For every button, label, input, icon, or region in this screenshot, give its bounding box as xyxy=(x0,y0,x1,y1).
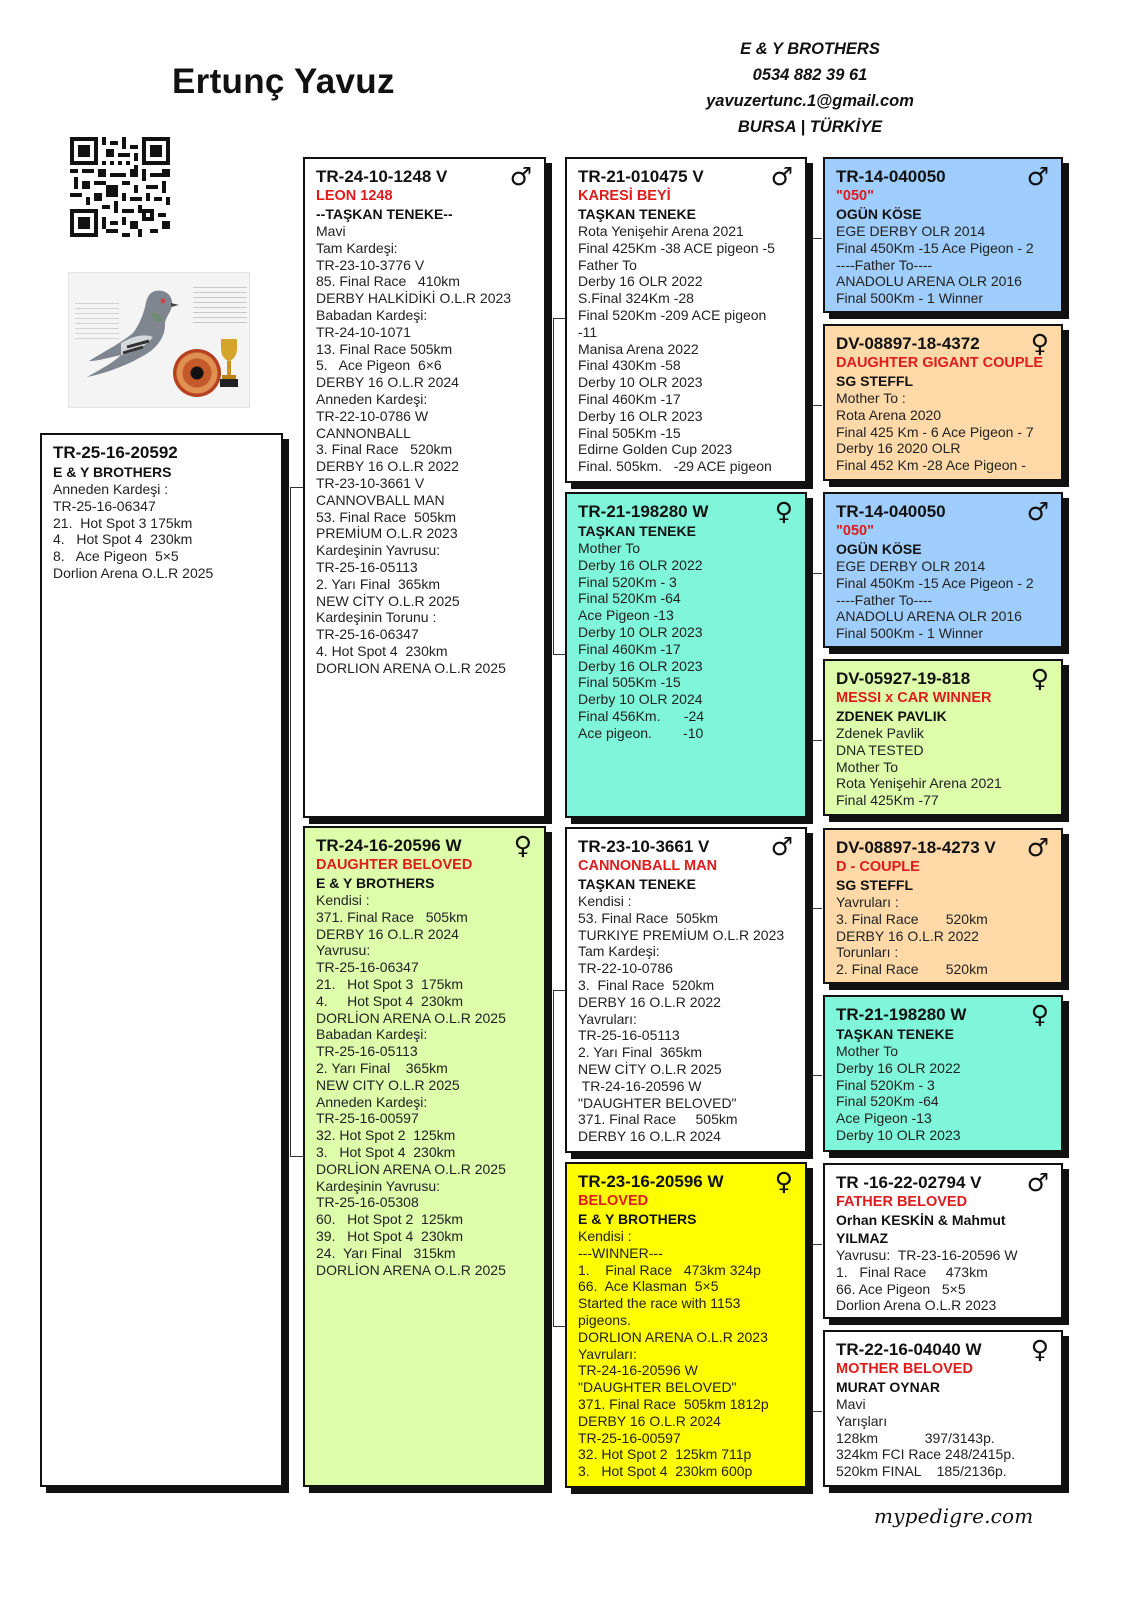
footer-brand[interactable]: mypedigre.com xyxy=(874,1504,1034,1528)
dam-sire-nickname: CANNONBALL MAN xyxy=(578,858,718,874)
dam-nickname: DAUGHTER BELOVED xyxy=(316,857,473,873)
sire-breeder: --TAŞKAN TENEKE-- xyxy=(316,206,453,222)
connector-line xyxy=(812,908,822,1076)
sire-nickname: LEON 1248 xyxy=(316,188,393,204)
dam-sire-details: Kendisi : 53. Final Race 505km TURKIYE PREMİUM O.L.R 2023 Tam Kardeşi: TR-22-10-0786 3. Final Race 520km DERBY 16 O.L.R 2022 Yavruları: TR-25-16-05113 2. Yarı Final 365km NEW CİTY O.L.R 2025 TR-24-16-20596 W "DAUGHTER BELOVED" 371. Final Race 505km DERBY 16 O.L.R 2024 xyxy=(578,893,785,1145)
female-symbol-icon: ♀ xyxy=(1030,1335,1049,1364)
sire-dam-card[interactable] xyxy=(565,492,807,818)
gg5-nickname: D - COUPLE xyxy=(836,859,920,875)
gg1-ring: TR-14-040050 xyxy=(836,167,946,186)
gg7-details: Yavrusu: TR-23-16-20596 W 1. Final Race 473km 66. Ace Pigeon 5×5 Dorlion Arena O.L.R 2023 xyxy=(836,1247,1018,1314)
great-grandparent-card-2[interactable] xyxy=(823,324,1063,481)
sire-sire-ring: TR-21-010475 V xyxy=(578,167,704,186)
male-symbol-icon: ♂ xyxy=(770,162,793,191)
sire-sire-breeder: TAŞKAN TENEKE xyxy=(578,206,696,222)
male-symbol-icon: ♂ xyxy=(1026,497,1049,526)
sire-dam-details: Mother To Derby 16 OLR 2022 Final 520Km - 3 Final 520Km -64 Ace Pigeon -13 Derby 10 OLR 2023 Final 460Km -17 Derby 16 OLR 2023 Final 505Km -15 Derby 10 OLR 2024 Final 456Km. -24 Ace pigeon. -10 xyxy=(578,540,705,741)
gg2-breeder: SG STEFFL xyxy=(836,373,913,389)
qr-code[interactable] xyxy=(70,137,170,237)
female-symbol-icon: ♀ xyxy=(774,1167,793,1196)
dam-breeder: E & Y BROTHERS xyxy=(316,875,435,891)
gg2-nickname: DAUGHTER GIGANT COUPLE xyxy=(836,355,1044,371)
great-grandparent-card-5[interactable] xyxy=(823,828,1063,984)
connector-line xyxy=(812,573,822,741)
gg7-nickname: FATHER BELOVED xyxy=(836,1194,968,1210)
male-symbol-icon: ♂ xyxy=(770,832,793,861)
gg3-nickname: "050" xyxy=(836,523,874,539)
female-symbol-icon: ♀ xyxy=(1030,329,1049,358)
photo-caption-text xyxy=(193,287,247,327)
connector-line xyxy=(553,990,565,1327)
gg1-details: EGE DERBY OLR 2014 Final 450Km -15 Ace Pigeon - 2 ----Father To---- ANADOLU ARENA OLR 2016 Final 500Km - 1 Winner xyxy=(836,223,1034,307)
female-symbol-icon: ♀ xyxy=(513,831,532,860)
pigeon-photo xyxy=(68,272,250,408)
male-symbol-icon: ♂ xyxy=(1026,833,1049,862)
great-grandparent-card-7[interactable] xyxy=(823,1163,1063,1319)
dam-sire-ring: TR-23-10-3661 V xyxy=(578,837,710,856)
dam-details: Kendisi : 371. Final Race 505km DERBY 16 O.L.R 2024 Yavrusu: TR-25-16-06347 21. Hot Spot 3 175km 4. Hot Spot 4 230km DORLİON ARENA O.L.R 2025 Babadan Kardeşi: TR-25-16-05113 2. Yarı Final 365km NEW CITY O.L.R 2025 Anneden Kardeşi: TR-25-16-00597 32. Hot Spot 2 125km 3. Hot Spot 4 230km DORLİON ARENA O.L.R 2025 Kardeşinin Yavrusu: TR-25-16-05308 60. Hot Spot 2 125km 39. Hot Spot 4 230km 24. Yarı Final 315km DORLİON ARENA O.L.R 2025 xyxy=(316,892,506,1278)
connector-line xyxy=(553,318,565,655)
sire-sire-nickname: KARESİ BEYİ xyxy=(578,188,671,204)
female-symbol-icon: ♀ xyxy=(774,497,793,526)
gg6-ring: TR-21-198280 W xyxy=(836,1005,967,1024)
gg2-details: Mother To : Rota Arena 2020 Final 425 Km - 6 Ace Pigeon - 7 Derby 16 2020 OLR Final 452 Km -28 Ace Pigeon - xyxy=(836,390,1034,474)
gg8-nickname: MOTHER BELOVED xyxy=(836,1361,973,1377)
sire-dam-breeder: TAŞKAN TENEKE xyxy=(578,523,696,539)
dam-dam-nickname: BELOVED xyxy=(578,1193,649,1209)
gg8-breeder: MURAT OYNAR xyxy=(836,1379,940,1395)
subject-details: Anneden Kardeşi : TR-25-16-06347 21. Hot Spot 3 175km 4. Hot Spot 4 230km 8. Ace Pigeon 5×5 Dorlion Arena O.L.R 2025 xyxy=(53,481,214,581)
gg6-details: Mother To Derby 16 OLR 2022 Final 520Km - 3 Final 520Km -64 Ace Pigeon -13 Derby 10 OLR 2023 xyxy=(836,1043,961,1143)
pigeon-eye-photo xyxy=(173,349,221,397)
gg1-breeder: OGÜN KÖSE xyxy=(836,206,922,222)
great-grandparent-card-6[interactable] xyxy=(823,995,1063,1152)
contact-email[interactable]: yavuzertunc.1@gmail.com xyxy=(706,92,914,110)
gg5-ring: DV-08897-18-4273 V xyxy=(836,838,996,857)
dam-dam-details: Kendisi : ---WINNER--- 1. Final Race 473km 324p 66. Ace Klasman 5×5 Started the race with 1153 pigeons. DORLION ARENA O.L.R 2023 Yavruları: TR-24-16-20596 W "DAUGHTER BELOVED" 371. Final Race 505km 1812p DERBY 16 O.L.R 2024 TR-25-16-00597 32. Hot Spot 2 125km 711p 3. Hot Spot 4 230km 600p xyxy=(578,1228,769,1480)
contact-block xyxy=(690,36,930,140)
gg5-details: Yavruları : 3. Final Race 520km DERBY 16 O.L.R 2022 Torunları : 2. Final Race 520km xyxy=(836,894,988,978)
sire-dam-ring: TR-21-198280 W xyxy=(578,502,709,521)
dam-sire-card[interactable] xyxy=(565,827,807,1153)
contact-org: E & Y BROTHERS xyxy=(740,40,880,58)
great-grandparent-card-3[interactable] xyxy=(823,492,1063,648)
subject-breeder: E & Y BROTHERS xyxy=(53,464,172,480)
sire-card[interactable] xyxy=(303,157,546,818)
gg3-details: EGE DERBY OLR 2014 Final 450Km -15 Ace Pigeon - 2 ----Father To---- ANADOLU ARENA OLR 2016 Final 500Km - 1 Winner xyxy=(836,558,1034,642)
gg3-breeder: OGÜN KÖSE xyxy=(836,541,922,557)
great-grandparent-card-8[interactable] xyxy=(823,1330,1063,1487)
great-grandparent-card-1[interactable] xyxy=(823,157,1063,313)
male-symbol-icon: ♂ xyxy=(1026,162,1049,191)
male-symbol-icon: ♂ xyxy=(1026,1168,1049,1197)
dam-sire-breeder: TAŞKAN TENEKE xyxy=(578,876,696,892)
dam-dam-breeder: E & Y BROTHERS xyxy=(578,1211,697,1227)
trophy-icon xyxy=(219,335,239,389)
contact-phone[interactable]: 0534 882 39 61 xyxy=(752,66,868,84)
great-grandparent-card-4[interactable] xyxy=(823,659,1063,816)
dam-ring: TR-24-16-20596 W xyxy=(316,836,462,855)
dam-dam-card[interactable] xyxy=(565,1162,807,1488)
contact-location: BURSA | TÜRKİYE xyxy=(737,118,883,136)
gg5-breeder: SG STEFFL xyxy=(836,877,913,893)
sire-sire-card[interactable] xyxy=(565,157,807,483)
dam-dam-ring: TR-23-16-20596 W xyxy=(578,1172,724,1191)
gg6-breeder: TAŞKAN TENEKE xyxy=(836,1026,954,1042)
sire-ring: TR-24-10-1248 V xyxy=(316,167,448,186)
gg7-breeder: Orhan KESKİN & Mahmut YILMAZ xyxy=(836,1212,1006,1246)
dam-card[interactable] xyxy=(303,826,546,1487)
connector-line xyxy=(812,1244,822,1412)
sire-details: Mavi Tam Kardeşi: TR-23-10-3776 V 85. Final Race 410km DERBY HALKİDİKİ O.L.R 2023 Babadan Kardeşi: TR-24-10-1071 13. Final Race 505km 5. Ace Pigeon 6×6 DERBY 16 O.L.R 2024 Anneden Kardeşi: TR-22-10-0786 W CANNONBALL 3. Final Race 520km DERBY 16 O.L.R 2022 TR-23-10-3661 V CANNOVBALL MAN 53. Final Race 505km PREMİUM O.L.R 2023 Kardeşinin Yavrusu: TR-25-16-05113 2. Yarı Final 365km NEW CİTY O.L.R 2025 Kardeşinin Torunu : TR-25-16-06347 4. Hot Spot 4 230km DORLION ARENA O.L.R 2025 xyxy=(316,223,512,676)
sire-sire-details: Rota Yenişehir Arena 2021 Final 425Km -38 ACE pigeon -5 Father To Derby 16 OLR 2022 S.Final 324Km -28 Final 520Km -209 ACE pigeon -11 Manisa Arena 2022 Final 430Km -58 Derby 10 OLR 2023 Final 460Km -17 Derby 16 OLR 2023 Final 505Km -15 Edirne Golden Cup 2023 Final. 505km. -29 ACE pigeon xyxy=(578,223,775,475)
gg7-ring: TR -16-22-02794 V xyxy=(836,1173,982,1192)
subject-ring: TR-25-16-20592 xyxy=(53,443,178,462)
female-symbol-icon: ♀ xyxy=(1030,1000,1049,1029)
gg4-details: Zdenek Pavlik DNA TESTED Mother To Rota Yenişehir Arena 2021 Final 425Km -77 xyxy=(836,725,1002,809)
gg3-ring: TR-14-040050 xyxy=(836,502,946,521)
gg4-ring: DV-05927-19-818 xyxy=(836,669,971,688)
connector-line xyxy=(812,238,822,406)
gg8-details: Mavi Yarışları 128km 397/3143p. 324km FCI Race 248/2415p. 520km FINAL 185/2136p. xyxy=(836,1396,1015,1480)
gg4-nickname: MESSI x CAR WINNER xyxy=(836,690,992,706)
subject-card[interactable] xyxy=(40,433,283,1487)
gg2-ring: DV-08897-18-4372 xyxy=(836,334,980,353)
gg4-breeder: ZDENEK PAVLIK xyxy=(836,708,947,724)
female-symbol-icon: ♀ xyxy=(1030,664,1049,693)
gg8-ring: TR-22-16-04040 W xyxy=(836,1340,982,1359)
gg1-nickname: "050" xyxy=(836,188,874,204)
owner-name: Ertunç Yavuz xyxy=(172,62,395,101)
male-symbol-icon: ♂ xyxy=(509,162,532,191)
connector-line xyxy=(290,487,304,1157)
